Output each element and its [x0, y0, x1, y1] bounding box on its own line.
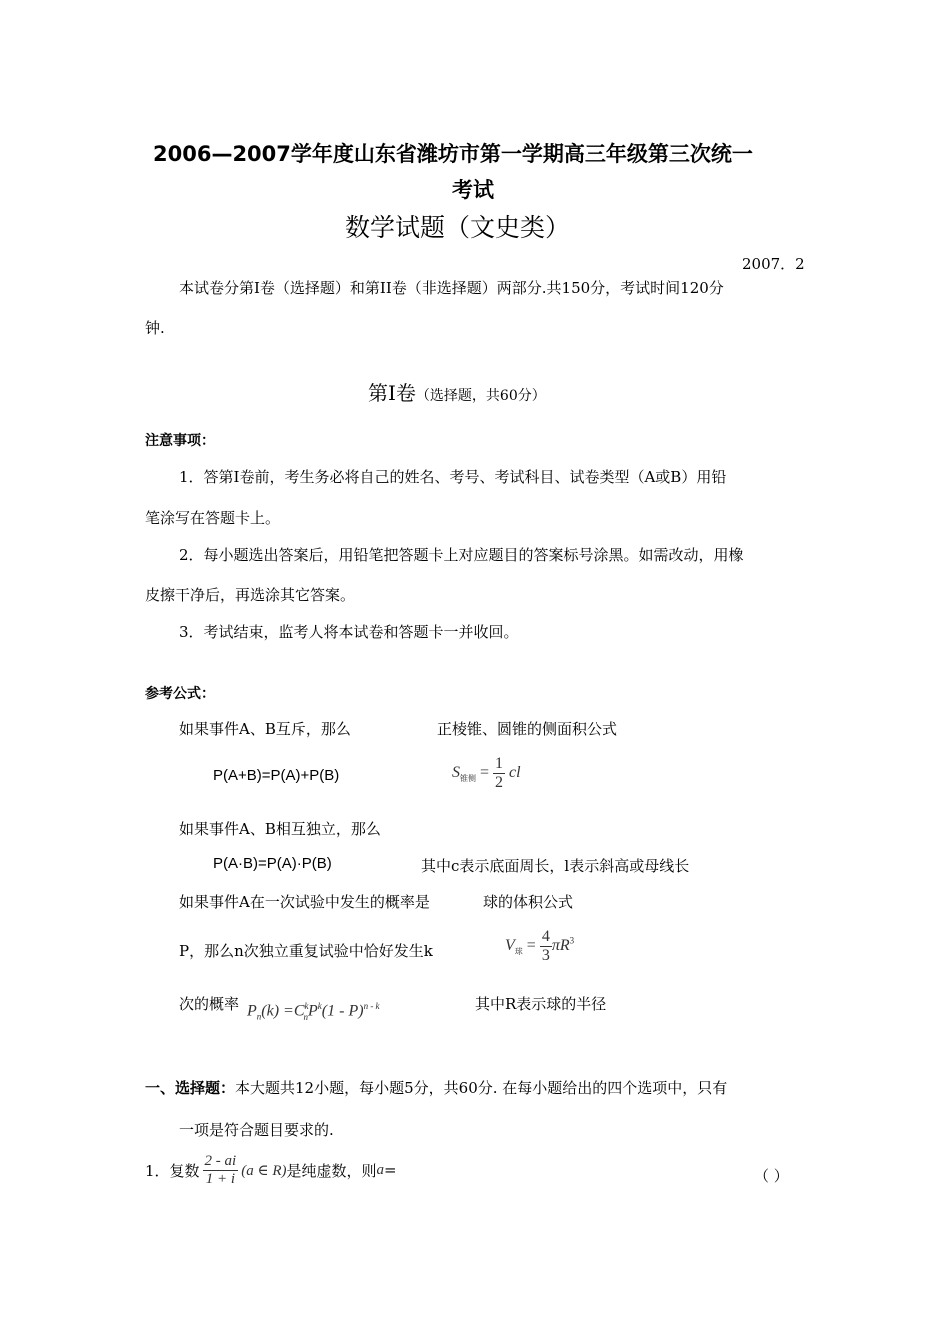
formula-left-7: 次的概率: [179, 995, 240, 1013]
formula-right-4: 球的体积公式: [483, 893, 574, 911]
binom-paren: (1 - P): [321, 1002, 364, 1020]
notes-label: 注意事项：: [145, 433, 215, 449]
q1-frac-den: 1 + i: [205, 1170, 236, 1187]
binom-nsub: n: [303, 1011, 309, 1022]
intro-line1: 本试卷分第I卷（选择题）和第II卷（非选择题）两部分.共150分，考试时间120分: [179, 279, 724, 297]
cone-tail: cl: [509, 763, 521, 781]
choice-section-label: 一、选择题：: [145, 1079, 236, 1097]
cone-frac-den: 2: [495, 773, 504, 791]
cone-frac-num: 1: [495, 755, 504, 772]
formulas-label: 参考公式：: [145, 686, 215, 702]
formula-left-2: P(A+B)=P(A)+P(B): [213, 767, 340, 784]
sphere-eq: =: [526, 936, 536, 954]
formula-left-6: P，那么n次独立重复试验中恰好发生k: [179, 942, 433, 960]
formula-left-3: 如果事件A、B相互独立，那么: [179, 820, 381, 838]
sphere-sub: 球: [514, 946, 523, 956]
formula-right-1: 正棱锥、圆锥的侧面积公式: [437, 720, 618, 738]
q1-suffix: 是纯虚数，则: [286, 1161, 377, 1180]
formula-right-3: 其中c表示底面周长，l表示斜高或母线长: [421, 857, 690, 875]
sphere-tail: πR: [551, 936, 570, 954]
exam-date: 2007．2: [742, 255, 805, 273]
cone-eq: =: [480, 763, 490, 781]
sphere-sup: 3: [569, 935, 575, 946]
notes-item2-line2: 皮擦干净后，再选涂其它答案。: [145, 586, 356, 604]
binom-P: P: [247, 1002, 257, 1020]
q1-answer-paren: （ ）: [754, 1167, 789, 1185]
cone-sub: 锥侧: [460, 773, 476, 783]
binom-ksup: k: [304, 1001, 309, 1011]
q1-fraction: [203, 1153, 239, 1187]
choice-section-line1: [145, 1077, 727, 1098]
section1-heading: [368, 377, 546, 406]
question-1: [145, 1153, 397, 1187]
cone-frac: [493, 755, 505, 791]
q1-var: a: [376, 1161, 384, 1178]
formula-sphere-volume: [505, 928, 574, 964]
exam-title-line1: 2006—2007学年度山东省潍坊市第一学期高三年级第三次统一: [153, 142, 753, 166]
binom-k: (k) =C: [261, 1002, 305, 1020]
notes-item2-line1: 2．每小题选出答案后，用铅笔把答题卡上对应题目的答案标号涂黑。如需改动，用橡: [179, 546, 744, 564]
formula-binomial: [247, 1001, 380, 1022]
formula-left-1: 如果事件A、B互斥，那么: [179, 720, 351, 738]
q1-cond: (a ∈ R): [241, 1162, 287, 1179]
q1-eq: =: [384, 1161, 397, 1179]
notes-item1-line1: 1．答第I卷前，考生务必将自己的姓名、考号、考试科目、试卷类型（A或B）用铅: [179, 468, 727, 486]
sphere-V: V: [505, 936, 515, 954]
formula-left-5: 如果事件A在一次试验中发生的概率是: [179, 893, 430, 911]
sphere-frac-num: 4: [541, 928, 550, 945]
binom-P2: P: [308, 1002, 318, 1020]
section1-heading-big: 第I卷: [368, 381, 416, 405]
q1-prefix: 1．复数: [145, 1161, 200, 1180]
exam-subtitle: 数学试题（文史类）: [345, 213, 571, 242]
notes-item1-line2: 笔涂写在答题卡上。: [145, 509, 281, 527]
formula-cone-area: [452, 755, 521, 791]
sphere-frac-den: 3: [541, 946, 550, 964]
choice-section-text1: 本大题共12小题，每小题5分，共60分. 在每小题给出的四个选项中，只有: [235, 1079, 728, 1097]
binom-n: n: [256, 1011, 262, 1022]
binom-ksup2: k: [317, 1001, 322, 1011]
section1-heading-small: （选择题，共60分）: [415, 388, 546, 404]
formula-right-6: 其中R表示球的半径: [475, 995, 607, 1013]
binom-exp: n - k: [363, 1001, 380, 1011]
choice-section-line2: 一项是符合题目要求的.: [179, 1121, 334, 1139]
cone-S: S: [452, 763, 460, 781]
formula-left-4: P(A·B)=P(A)·P(B): [213, 855, 332, 872]
sphere-frac: [540, 928, 552, 964]
notes-item3: 3．考试结束，监考人将本试卷和答题卡一并收回。: [179, 623, 519, 641]
q1-frac-num: 2 - ai: [204, 1153, 237, 1169]
intro-line2: 钟.: [145, 319, 165, 337]
exam-title-line2: 考试: [452, 178, 494, 202]
